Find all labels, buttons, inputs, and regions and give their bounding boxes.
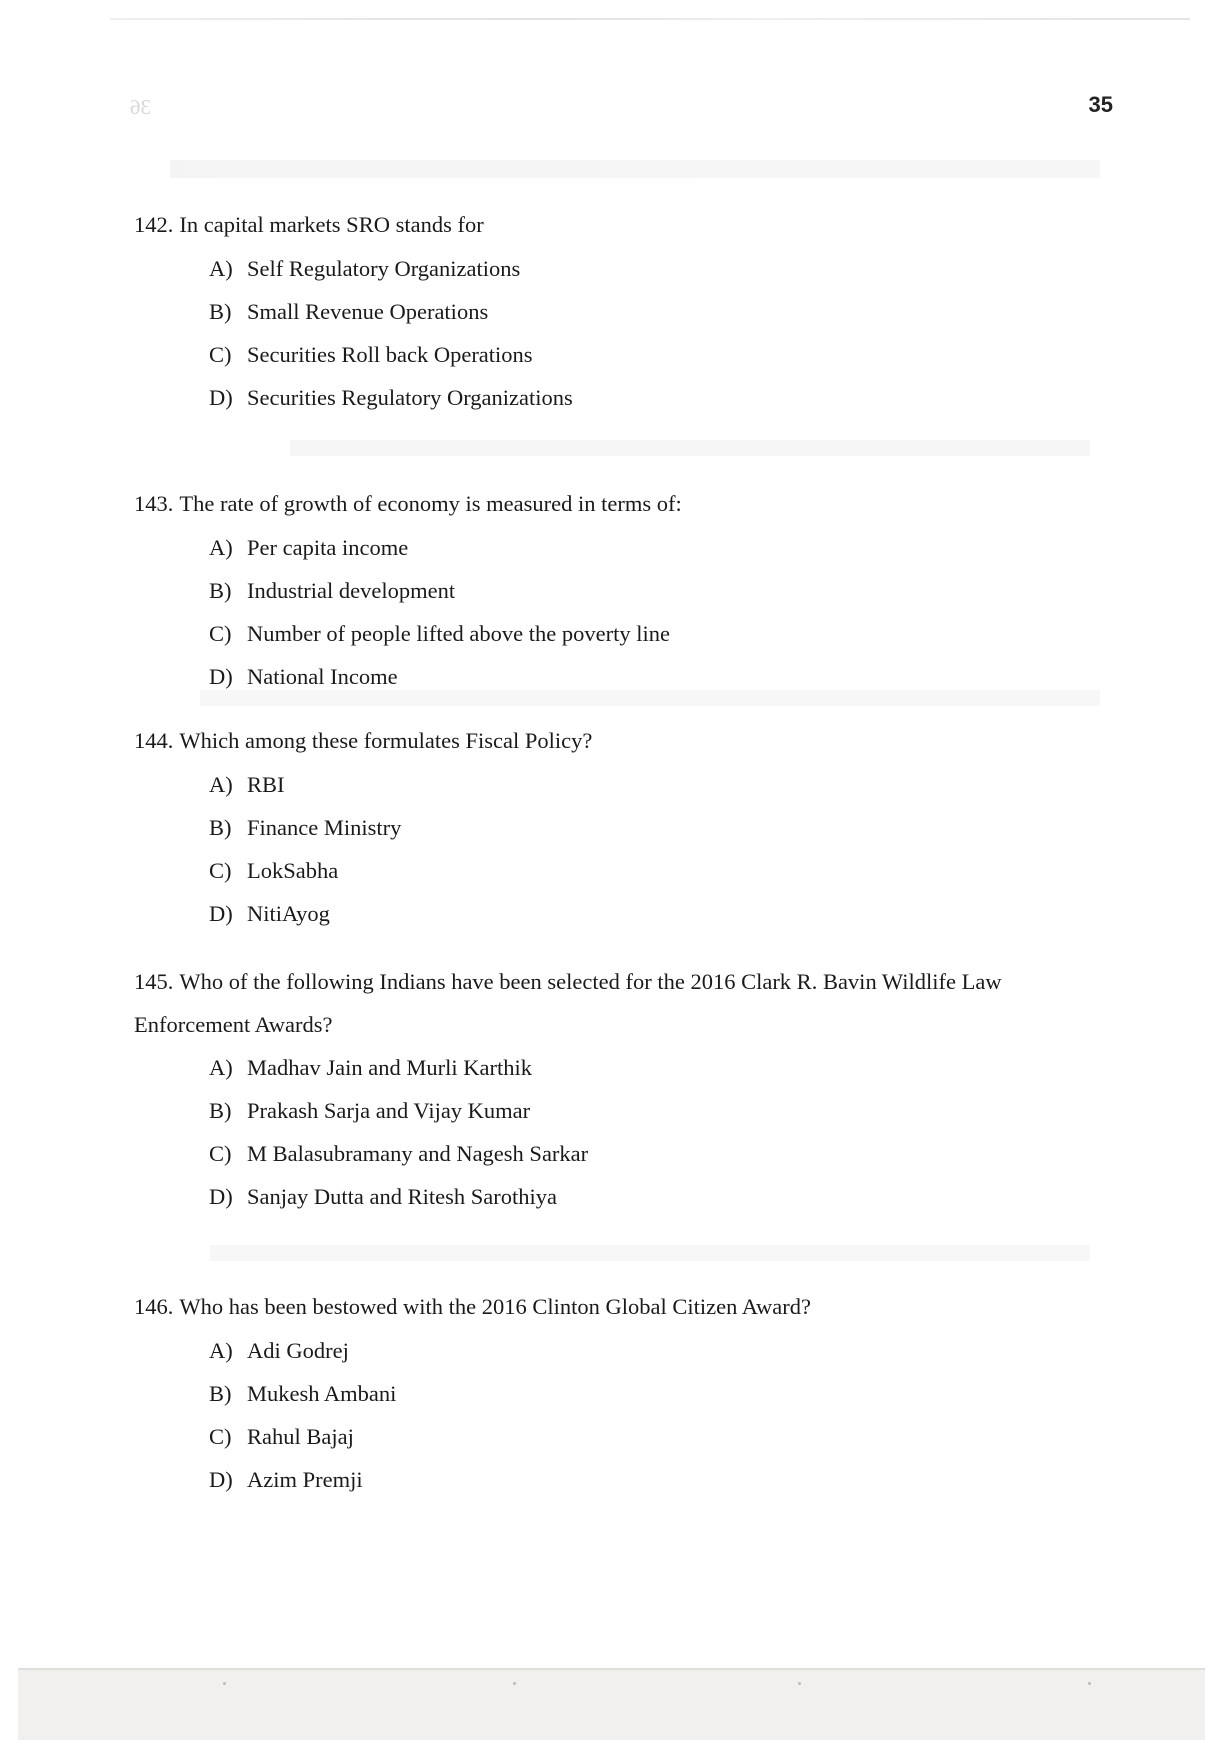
- option-c: [209, 1423, 811, 1466]
- option-text: Self Regulatory Organizations: [247, 256, 521, 281]
- option-text: LokSabha: [247, 858, 339, 883]
- top-edge-rule: [110, 18, 1190, 20]
- option-letter: B): [209, 1381, 232, 1406]
- option-letter: B): [209, 299, 232, 324]
- option-c: [209, 857, 592, 900]
- option-text: Securities Roll back Operations: [247, 342, 533, 367]
- option-c: [209, 341, 573, 384]
- question-text: Which among these formulates Fiscal Policy?: [179, 728, 593, 753]
- question-text: Who of the following Indians have been selected for the 2016 Clark R. Bavin Wildlife Law Enforcement Awards?: [134, 969, 1002, 1037]
- option-letter: C): [209, 342, 232, 367]
- question-stem: [134, 960, 1099, 1046]
- option-letter: A): [209, 535, 233, 560]
- option-a: [209, 1337, 811, 1380]
- option-letter: D): [209, 664, 233, 689]
- question-stem: [134, 211, 573, 239]
- question-143: [134, 490, 682, 706]
- question-text: Who has been bestowed with the 2016 Clinton Global Citizen Award?: [179, 1294, 811, 1319]
- option-letter: B): [209, 815, 232, 840]
- option-letter: D): [209, 1184, 233, 1209]
- option-a: [209, 534, 682, 577]
- scan-speck: [1088, 1682, 1091, 1685]
- option-text: Finance Ministry: [247, 815, 402, 840]
- question-stem: [134, 1293, 811, 1321]
- bleed-through-mark: [210, 1245, 1090, 1261]
- option-list: [134, 255, 573, 427]
- option-letter: A): [209, 256, 233, 281]
- option-letter: A): [209, 1338, 233, 1363]
- option-text: Mukesh Ambani: [247, 1381, 397, 1406]
- option-list: [134, 1054, 1099, 1226]
- option-text: NitiAyog: [247, 901, 330, 926]
- option-letter: A): [209, 772, 233, 797]
- option-letter: A): [209, 1055, 233, 1080]
- option-text: Rahul Bajaj: [247, 1424, 354, 1449]
- option-c: [209, 620, 682, 663]
- option-text: Azim Premji: [247, 1467, 363, 1492]
- option-text: Small Revenue Operations: [247, 299, 489, 324]
- option-letter: B): [209, 578, 232, 603]
- question-stem: [134, 727, 592, 755]
- question-text: In capital markets SRO stands for: [179, 212, 484, 237]
- option-text: RBI: [247, 772, 285, 797]
- question-number: 142.: [134, 212, 174, 237]
- option-list: [134, 1337, 811, 1509]
- option-b: [209, 1097, 1099, 1140]
- scan-speck: [798, 1682, 801, 1685]
- option-d: [209, 900, 592, 943]
- option-text: Adi Godrej: [247, 1338, 349, 1363]
- question-142: [134, 211, 573, 427]
- question-stem: [134, 490, 682, 518]
- bleed-through-mark: [290, 440, 1090, 456]
- option-d: [209, 384, 573, 427]
- option-text: Per capita income: [247, 535, 409, 560]
- option-letter: C): [209, 1141, 232, 1166]
- option-b: [209, 814, 592, 857]
- option-letter: D): [209, 385, 233, 410]
- option-d: [209, 1466, 811, 1509]
- option-text: Prakash Sarja and Vijay Kumar: [247, 1098, 531, 1123]
- page-number: 35: [1088, 92, 1113, 117]
- option-letter: B): [209, 1098, 232, 1123]
- scan-speck: [513, 1682, 516, 1685]
- bleed-through-mark: 36: [130, 95, 151, 119]
- option-letter: C): [209, 1424, 232, 1449]
- option-text: Madhav Jain and Murli Karthik: [247, 1055, 532, 1080]
- option-letter: D): [209, 901, 233, 926]
- question-number: 146.: [134, 1294, 174, 1319]
- option-c: [209, 1140, 1099, 1183]
- option-a: [209, 1054, 1099, 1097]
- option-list: [134, 534, 682, 706]
- option-text: National Income: [247, 664, 398, 689]
- question-144: [134, 727, 592, 943]
- option-text: Number of people lifted above the poverty line: [247, 621, 670, 646]
- option-b: [209, 577, 682, 620]
- question-text: The rate of growth of economy is measured in terms of:: [179, 491, 682, 516]
- option-list: [134, 771, 592, 943]
- option-d: [209, 663, 682, 706]
- option-b: [209, 1380, 811, 1423]
- bleed-through-mark: [170, 160, 1100, 178]
- scan-bottom-strip: [18, 1668, 1205, 1740]
- option-a: [209, 771, 592, 814]
- option-a: [209, 255, 573, 298]
- option-text: M Balasubramany and Nagesh Sarkar: [247, 1141, 589, 1166]
- question-number: 145.: [134, 969, 174, 994]
- question-number: 143.: [134, 491, 174, 516]
- option-letter: D): [209, 1467, 233, 1492]
- question-145: [134, 960, 1099, 1226]
- question-146: [134, 1293, 811, 1509]
- option-text: Industrial development: [247, 578, 456, 603]
- option-text: Securities Regulatory Organizations: [247, 385, 573, 410]
- scan-speck: [223, 1682, 226, 1685]
- option-letter: C): [209, 858, 232, 883]
- option-b: [209, 298, 573, 341]
- option-letter: C): [209, 621, 232, 646]
- question-number: 144.: [134, 728, 174, 753]
- option-d: [209, 1183, 1099, 1226]
- option-text: Sanjay Dutta and Ritesh Sarothiya: [247, 1184, 557, 1209]
